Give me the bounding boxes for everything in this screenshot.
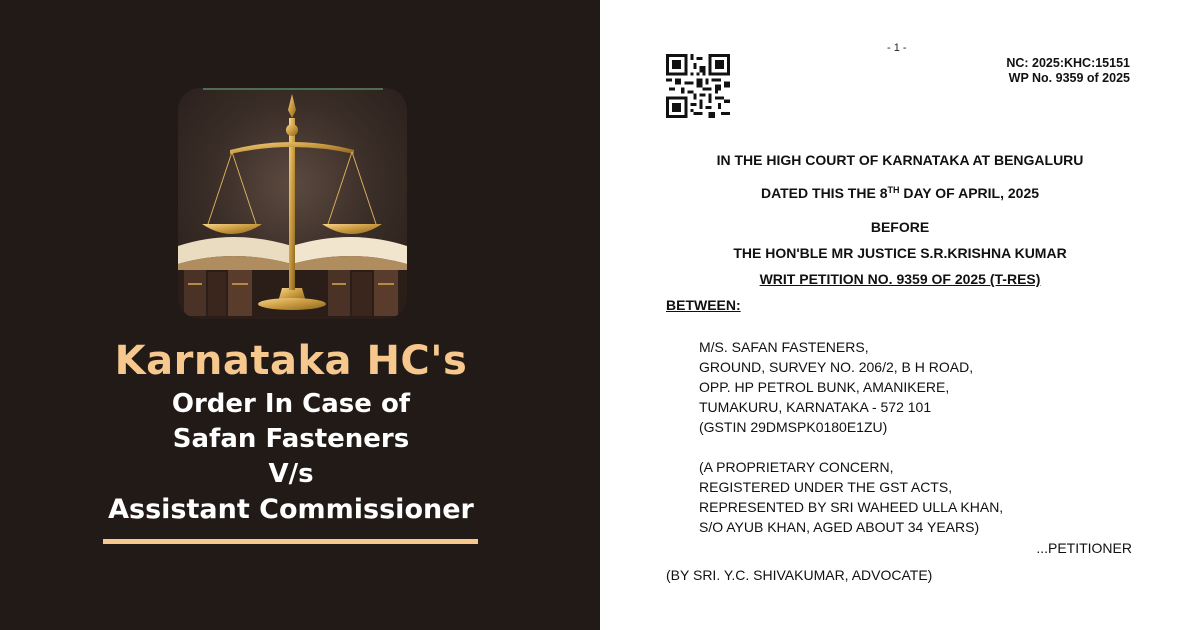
- court-order-document: [600, 0, 1200, 630]
- address-line: GROUND, SURVEY NO. 206/2, B H ROAD,: [699, 359, 974, 375]
- qr-code-icon: [666, 54, 730, 118]
- banner-subtitle-line-2: Safan Fasteners: [172, 424, 410, 454]
- address-line: (GSTIN 29DMSPK0180E1ZU): [699, 419, 888, 435]
- petition-title: WRIT PETITION NO. 9359 OF 2025 (T-RES): [759, 271, 1041, 287]
- scales-of-justice-icon: [178, 88, 407, 319]
- banner-subtitle-line-1: Order In Case of: [171, 389, 411, 419]
- judge-name: THE HON'BLE MR JUSTICE S.R.KRISHNA KUMAR: [733, 245, 1067, 261]
- address-line: OPP. HP PETROL BUNK, AMANIKERE,: [699, 379, 950, 395]
- address-line: TUMAKURU, KARNATAKA - 572 101: [699, 399, 932, 415]
- court-name: IN THE HIGH COURT OF KARNATAKA AT BENGALURU: [716, 152, 1084, 168]
- advocate-line: (BY SRI. Y.C. SHIVAKUMAR, ADVOCATE): [666, 567, 933, 583]
- address-line: M/S. SAFAN FASTENERS,: [699, 339, 869, 355]
- before-heading: BEFORE: [870, 219, 930, 235]
- description-line: REGISTERED UNDER THE GST ACTS,: [699, 479, 953, 495]
- neutral-citation: NC: 2025:KHC:15151: [1006, 56, 1130, 70]
- description-line: REPRESENTED BY SRI WAHEED ULLA KHAN,: [699, 499, 1004, 515]
- between-heading: BETWEEN:: [666, 297, 741, 313]
- party-role: ...PETITIONER: [1036, 540, 1132, 556]
- order-date: DATED THIS THE 8TH DAY OF APRIL, 2025: [760, 185, 1040, 201]
- case-number: WP No. 9359 of 2025: [1008, 71, 1130, 85]
- banner-title: Karnataka HC's: [114, 338, 468, 384]
- petitioner-description: [699, 457, 1003, 537]
- banner-subtitle-line-3: V/s: [268, 459, 314, 489]
- petitioner-address: [699, 337, 973, 437]
- description-line: S/O AYUB KHAN, AGED ABOUT 34 YEARS): [699, 519, 980, 535]
- banner-underline: [103, 539, 478, 544]
- case-reference: [1006, 56, 1130, 86]
- description-line: (A PROPRIETARY CONCERN,: [699, 459, 894, 475]
- banner-subtitle-line-4: Assistant Commissioner: [108, 494, 474, 525]
- page-number: - 1 -: [887, 42, 907, 54]
